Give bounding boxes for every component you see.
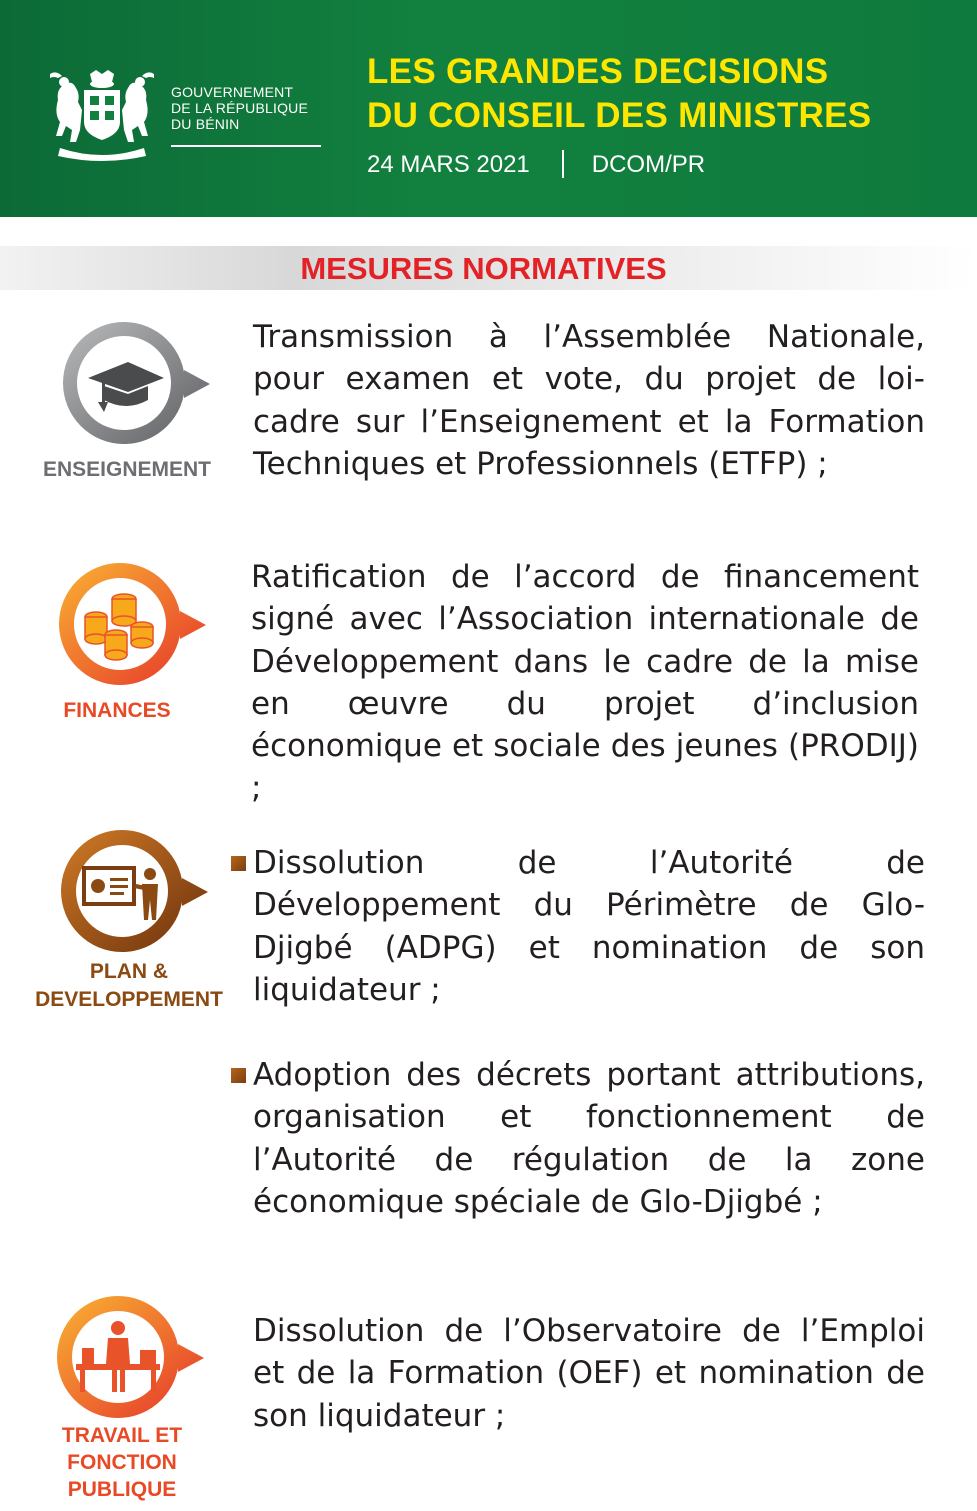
measure-text: Dissolution de l’Autorité de Développement du Périmètre de Glo-Djigbé (ADPG) et nomination de son liquidateur ;: [253, 845, 925, 1008]
coins-icon: [54, 561, 208, 687]
measure-text: Adoption des décrets portant attributions, organisation et fonctionnement de l’Autorité de régulation de la zone économique spéciale de Glo-Djigbé ;: [253, 1057, 925, 1220]
category-label-line: ENSEIGNEMENT: [42, 458, 212, 481]
category-label-line: FONCTION: [67, 1451, 177, 1474]
measure-text: Transmission à l’Assemblée Nationale, pour examen et vote, du projet de loi-cadre sur l’Enseignement et la Formation Techniques et Professionnels (ETFP) ;: [253, 319, 925, 482]
category-label-enseignement: [30, 456, 224, 483]
bullet-square-icon: [231, 856, 246, 871]
page-title: [367, 50, 967, 138]
coat-of-arms-logo: [50, 70, 154, 162]
category-label-line: PLAN &: [89, 960, 169, 983]
category-label-line: TRAVAIL ET: [61, 1424, 183, 1447]
category-label-plan-developpement: [30, 958, 228, 1014]
title-line: LES GRANDES DECISIONS: [367, 52, 829, 91]
title-line: DU CONSEIL DES MINISTRES: [367, 96, 872, 135]
bullet-square-icon: [231, 1068, 246, 1083]
category-label-line: FINANCES: [63, 699, 171, 722]
worker-desk-icon: [52, 1294, 206, 1420]
measure-text: Dissolution de l’Observatoire de l’Emploi et de la Formation (OEF) et nomination de son liquidateur ;: [253, 1313, 925, 1434]
category-label-finances: [20, 697, 214, 724]
government-line: DU BÉNIN: [171, 116, 240, 132]
graduation-cap-icon: [58, 320, 212, 446]
category-label-line: DEVELOPPEMENT: [35, 988, 223, 1011]
presentation-icon: [56, 828, 210, 954]
date: 24 MARS 2021: [367, 151, 530, 178]
section-title: MESURES NORMATIVES: [300, 251, 667, 286]
separator: [562, 150, 564, 178]
category-label-travail: [25, 1422, 219, 1503]
divider: [171, 145, 321, 147]
category-label-line: PUBLIQUE: [67, 1478, 177, 1501]
header-banner: [0, 0, 977, 217]
source: DCOM/PR: [591, 151, 706, 178]
government-line: DE LA RÉPUBLIQUE: [171, 100, 309, 116]
government-line: GOUVERNEMENT: [171, 84, 294, 100]
measure-text: Ratification de l’accord de financement signé avec l’Association internationale de Développement dans le cadre de la mise en œuvre du projet d’inclusion économique et sociale des jeunes (PRODIJ) ;: [251, 559, 919, 807]
government-name: [171, 84, 323, 132]
date-source-line: [367, 150, 705, 180]
